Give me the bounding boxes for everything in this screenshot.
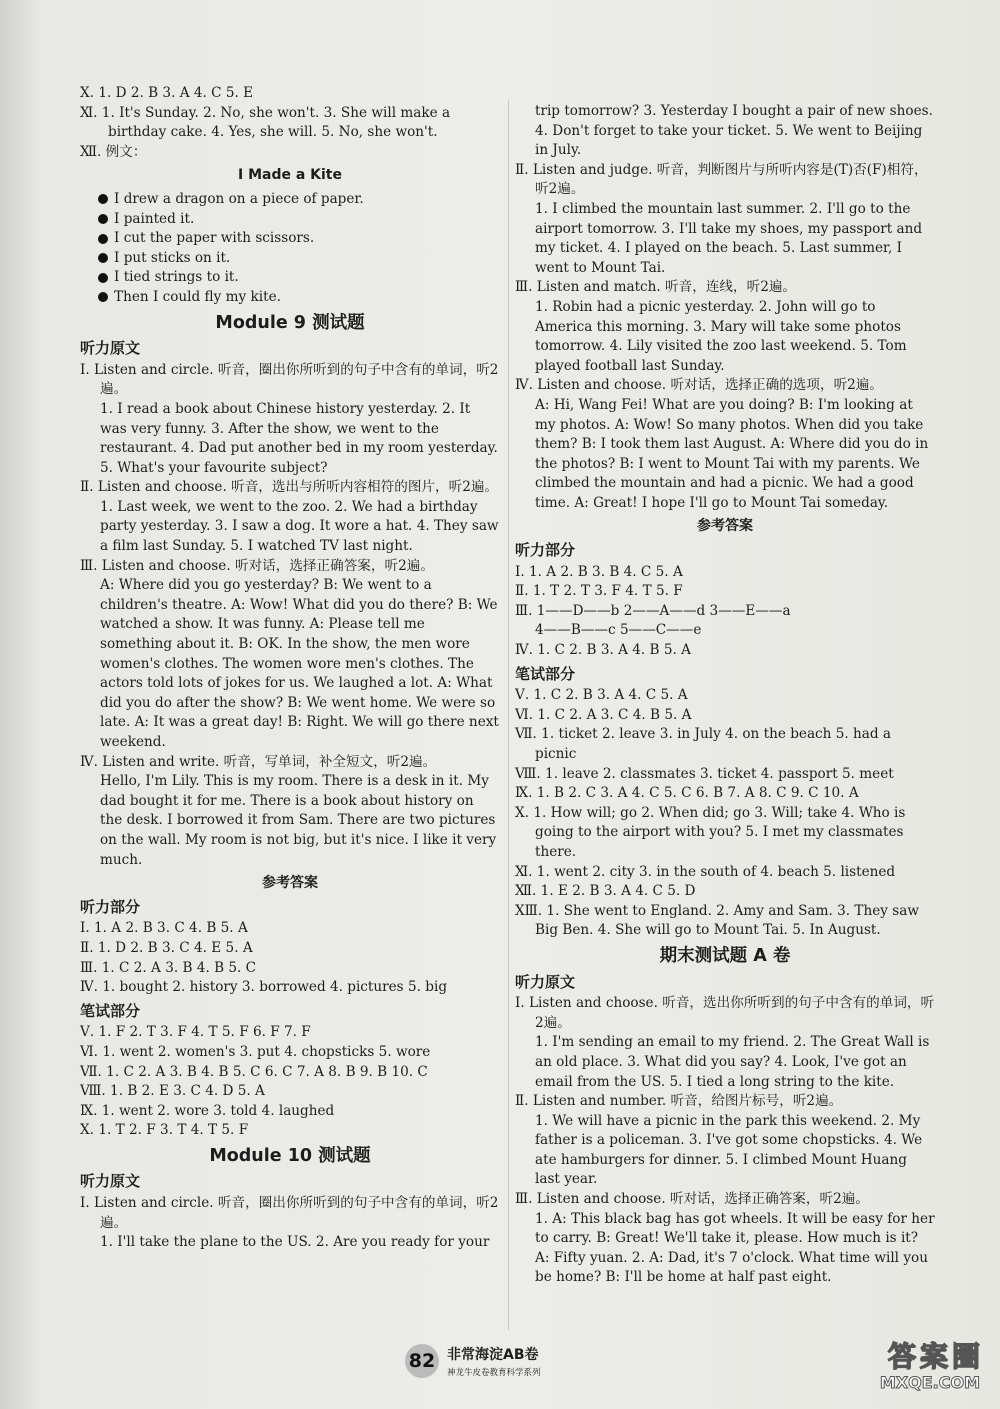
watermark	[800, 1335, 984, 1395]
answer-line: Ⅰ. 1. A 2. B 3. B 4. C 5. A	[515, 563, 683, 580]
essay-title: I Made a Kite	[237, 167, 342, 184]
script-text: A: Hi, Wang Fei! What are you doing? B: I'm looking at my photos. A: Wow! So many photos. When did you take them? B: I took them last August. A: Where did you do in the photos? B: I went to Mount Tai with my parents. We climbed the mountain and had a picnic. We had a good time. A: Great! I hope I'll go to Mount Tai someday.	[535, 396, 929, 511]
answer-line: Ⅷ. 1. leave 2. classmates 3. ticket 4. passport 5. meet	[515, 765, 894, 782]
question-head: Ⅰ. Listen and circle. 听音，圈出你所听到的句子中含有的单词，听2遍。	[80, 361, 499, 398]
essay-line: I painted it.	[80, 210, 500, 230]
section-heading: 听力原文	[80, 1172, 141, 1191]
answer-line: Ⅵ. 1. went 2. women's 3. put 4. chopsticks 5. wore	[80, 1043, 431, 1060]
question-head: Ⅳ. Listen and write. 听音，写单词，补全短文，听2遍。	[80, 753, 437, 770]
question-head: Ⅱ. Listen and choose. 听音，选出与所听内容相符的图片，听2遍。	[80, 479, 499, 496]
answer-line: Ⅹ. 1. D 2. B 3. A 4. C 5. E	[80, 85, 254, 101]
essay-line: I drew a dragon on a piece of paper.	[80, 190, 500, 210]
question-head: Ⅱ. Listen and number. 听音，给图片标号，听2遍。	[515, 1093, 843, 1110]
right-column	[515, 102, 935, 1288]
answer-line: Ⅹ. 1. How will; go 2. When did; go 3. Will; take 4. Who is going to the airport with you? 5. I met my classmates there.	[515, 804, 906, 860]
answer-line: Ⅺ. 1. It's Sunday. 2. No, she won't. 3. She will make a birthday cake. 4. Yes, she will. 5. No, she won't.	[80, 104, 451, 141]
answer-line: 4——B——c 5——C——e	[535, 622, 702, 639]
watermark-logo: 答案圈	[887, 1340, 984, 1373]
answer-line: Ⅶ. 1. C 2. A 3. B 4. B 5. C 6. C 7. A 8. B 9. B 10. C	[80, 1063, 428, 1080]
essay-line: I cut the paper with scissors.	[80, 229, 500, 249]
question-head: Ⅳ. Listen and choose. 听对话，选择正确的选项，听2遍。	[515, 377, 883, 394]
page-footer	[405, 1340, 605, 1386]
answer-line: Ⅺ. 1. went 2. city 3. in the south of 4. beach 5. listened	[515, 863, 896, 880]
question-head: Ⅱ. Listen and judge. 听音，判断图片与所听内容是(T)否(F)相符，听2遍。	[515, 161, 928, 198]
answer-line: Ⅴ. 1. F 2. T 3. F 4. T 5. F 6. F 7. F	[80, 1024, 311, 1041]
essay-line: Then I could fly my kite.	[80, 288, 500, 308]
bullet-icon	[98, 273, 108, 283]
answer-line: Ⅻ. 1. E 2. B 3. A 4. C 5. D	[515, 883, 696, 900]
watermark-url: MXQE.COM	[879, 1373, 980, 1392]
essay-list	[80, 190, 500, 308]
question-head: Ⅲ. Listen and match. 听音，连线，听2遍。	[515, 279, 797, 296]
section-heading: 听力部分	[515, 541, 576, 560]
book-brand: 非常海淀AB卷	[447, 1347, 539, 1363]
answer-line: Ⅰ. 1. A 2. B 3. C 4. B 5. A	[80, 920, 248, 937]
answer-line: Ⅲ. 1——D——b 2——A——d 3——E——a	[515, 602, 791, 619]
page-number: 82	[405, 1344, 439, 1378]
script-text: 1. We will have a picnic in the park this weekend. 2. My father is a policeman. 3. I've got some chopsticks. 4. We ate hamburgers for dinner. 5. I climbed Mount Huang last year.	[535, 1112, 923, 1188]
script-text: A: Where did you go yesterday? B: We went to a children's theatre. A: Wow! What did you do there? B: We watched a show. It was funny. A: Please tell me something about it. B: OK. In the show, the men wore women's clothes. The women wore men's clothes. The actors told lots of jokes for us. We laughed a lot. A: What did you do after the show? B: We went home. We were so late. A: It was a great day! B: Right. We will go there next weekend.	[100, 577, 499, 750]
answer-line: Ⅵ. 1. C 2. A 3. C 4. B 5. A	[515, 706, 692, 723]
answer-line: Ⅶ. 1. ticket 2. leave 3. in July 4. on the beach 5. had a picnic	[515, 726, 892, 762]
answer-line: Ⅲ. 1. C 2. A 3. B 4. B 5. C	[80, 959, 257, 976]
module10-title: Module 10 测试题	[209, 1145, 371, 1166]
question-head: Ⅲ. Listen and choose. 听对话，选择正确答案，听2遍。	[515, 1191, 869, 1208]
answer-line: Ⅴ. 1. C 2. B 3. A 4. C 5. A	[515, 687, 688, 704]
section-heading: 听力原文	[80, 339, 141, 358]
book-series: 神龙牛皮卷教育科学系列	[447, 1368, 541, 1378]
script-text: 1. A: This black bag has got wheels. It will be easy for her to carry. B: Great! We'll take it, please. How much is it? A: Fifty yuan. 2. A: Dad, it's 7 o'clock. What time will you be home? B: I'll be home at half past eight.	[535, 1210, 935, 1286]
script-text: 1. I climbed the mountain last summer. 2. I'll go to the airport tomorrow. 3. I'll take my shoes, my passport and my ticket. 4. I played on the beach. 5. Last summer, I went to Mount Tai.	[535, 200, 923, 276]
bullet-icon	[98, 292, 108, 302]
question-head: Ⅲ. Listen and choose. 听对话，选择正确答案，听2遍。	[80, 557, 434, 574]
answer-line: Ⅳ. 1. bought 2. history 3. borrowed 4. pictures 5. big	[80, 979, 448, 996]
script-text: 1. I read a book about Chinese history yesterday. 2. It was very funny. 3. After the show, we went to the restaurant. 4. Dad put another bed in my room yesterday. 5. What's your favourite subject?	[100, 400, 498, 476]
script-text: 1. I'm sending an email to my friend. 2. The Great Wall is an old place. 3. What did you say? 4. Look, I've got an email from the US. 5. I tied a long string to the kite.	[535, 1034, 930, 1090]
bullet-icon	[98, 234, 108, 244]
question-head: Ⅰ. Listen and choose. 听音，选出你所听到的句子中含有的单词，听2遍。	[515, 995, 935, 1031]
bullet-icon	[98, 194, 108, 204]
answers-title: 参考答案	[262, 875, 318, 892]
section-heading: 听力原文	[515, 972, 576, 991]
section-heading: 笔试部分	[80, 1001, 141, 1020]
final-exam-title: 期末测试题 A 卷	[659, 945, 791, 966]
column-divider	[508, 100, 509, 1330]
answer-line: Ⅱ. 1. D 2. B 3. C 4. E 5. A	[80, 939, 253, 956]
question-head: Ⅰ. Listen and circle. 听音，圈出你所听到的句子中含有的单词，听2遍。	[80, 1195, 499, 1231]
script-text: Hello, I'm Lily. This is my room. There is a desk in it. My dad bought it for me. There is a book about history on the desk. I borrowed it from Sam. There are two pictures on the wall. My room is not big, but it's nice. I like it very much.	[100, 773, 497, 868]
section-heading: 笔试部分	[515, 664, 576, 683]
left-column	[80, 84, 500, 1253]
answer-line: Ⅸ. 1. went 2. wore 3. told 4. laughed	[80, 1102, 335, 1119]
bullet-icon	[98, 253, 108, 263]
essay-line: I tied strings to it.	[80, 268, 500, 288]
answer-line: Ⅸ. 1. B 2. C 3. A 4. C 5. C 6. B 7. A 8. C 9. C 10. A	[515, 785, 859, 802]
script-text: 1. I'll take the plane to the US. 2. Are you ready for your	[100, 1234, 490, 1251]
script-text: 1. Last week, we went to the zoo. 2. We had a birthday party yesterday. 3. I saw a dog. It wore a hat. 4. They saw a film last Sunday. 5. I watched TV last night.	[100, 498, 499, 555]
section-heading: 听力部分	[80, 897, 141, 916]
bullet-icon	[98, 214, 108, 224]
answer-line: Ⅹ. 1. T 2. F 3. T 4. T 5. F	[80, 1122, 249, 1139]
module9-title: Module 9 测试题	[215, 312, 365, 333]
answer-line: ⅩⅢ. 1. She went to England. 2. Amy and Sam. 3. They saw Big Ben. 4. She will go to Mount Tai. 5. In August.	[515, 902, 919, 939]
answers-title: 参考答案	[697, 518, 753, 535]
script-text: 1. Robin had a picnic yesterday. 2. John will go to America this morning. 3. Mary will take some photos tomorrow. 4. Lily visited the zoo last weekend. 5. Tom played football last Sunday.	[535, 298, 907, 374]
essay-line: I put sticks on it.	[80, 249, 500, 269]
script-text: trip tomorrow? 3. Yesterday I bought a pair of new shoes. 4. Don't forget to take your ticket. 5. We went to Beijing in July.	[535, 103, 933, 159]
answer-line: Ⅷ. 1. B 2. E 3. C 4. D 5. A	[80, 1083, 265, 1100]
answer-line: Ⅳ. 1. C 2. B 3. A 4. B 5. A	[515, 642, 691, 659]
answer-line: Ⅻ. 例文：	[80, 143, 147, 160]
answer-line: Ⅱ. 1. T 2. T 3. F 4. T 5. F	[515, 583, 683, 600]
